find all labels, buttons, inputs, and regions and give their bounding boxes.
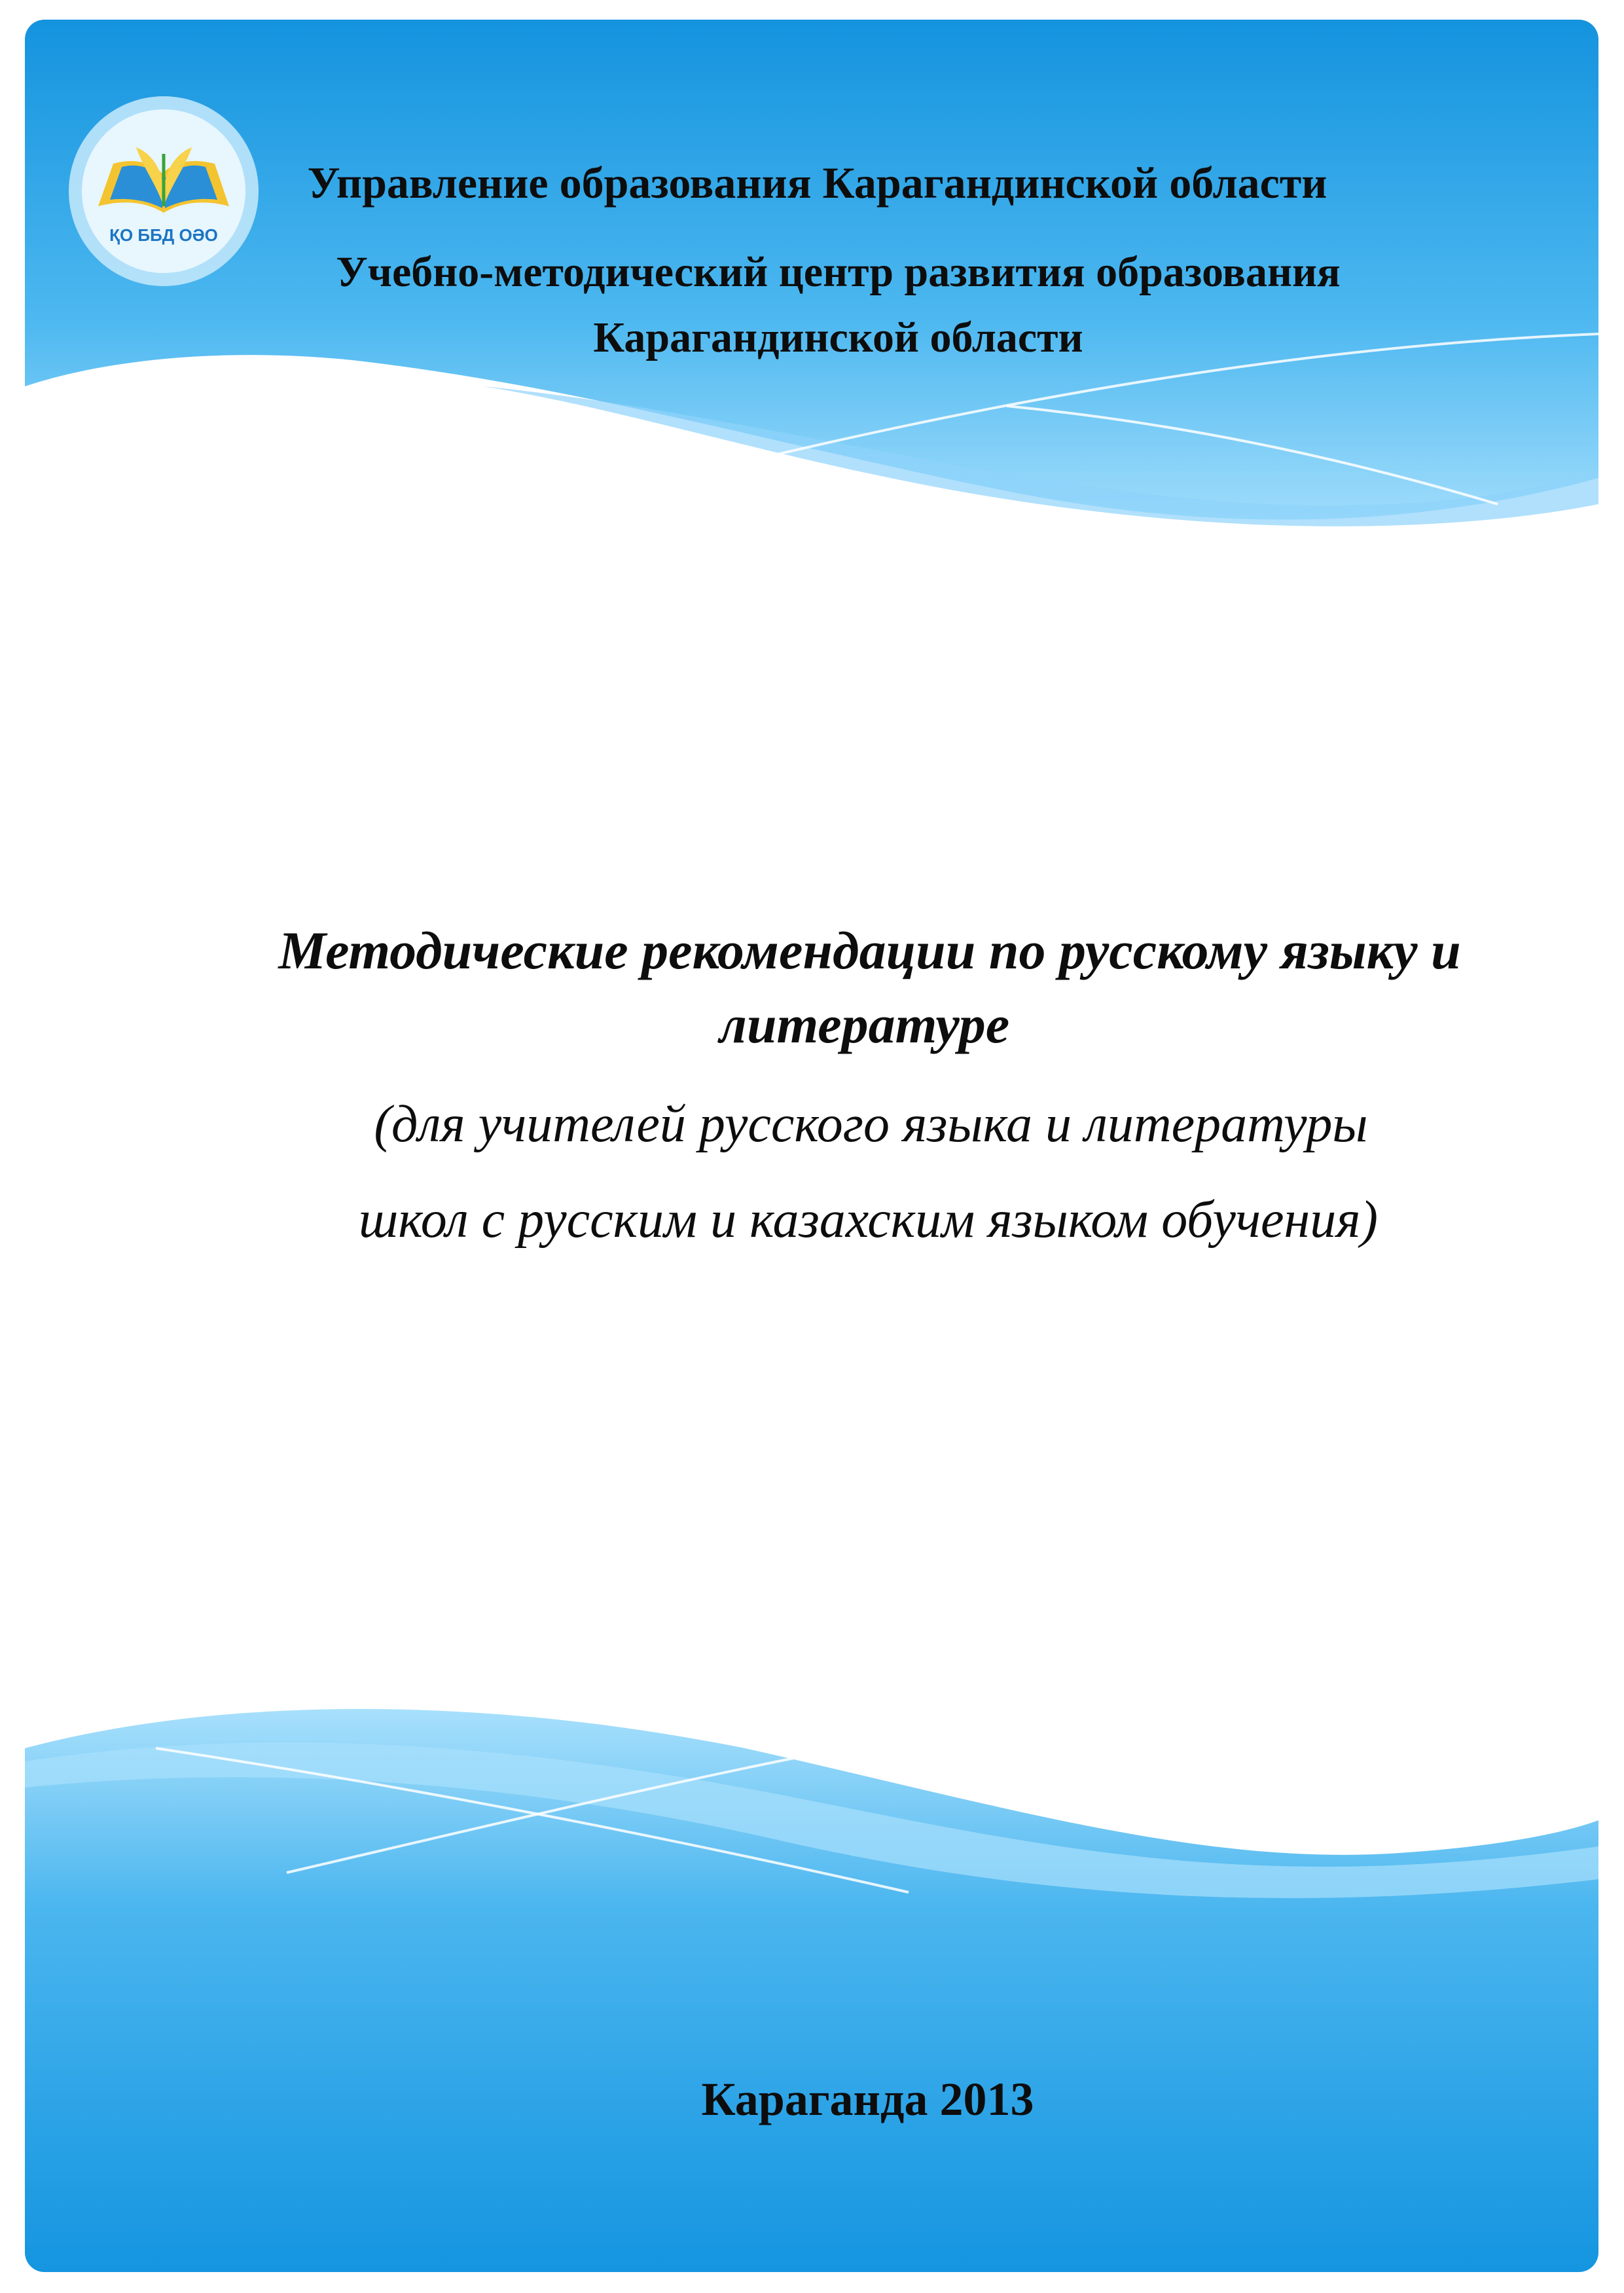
svg-text:ҚО ББД ОӘО: ҚО ББД ОӘО	[109, 225, 218, 245]
header-organization: Управление образования Карагандинской области	[307, 158, 1327, 208]
document-subtitle-line1: (для учителей русского языка и литературы	[374, 1095, 1368, 1153]
header-center-line1: Учебно-методический центр развития образования	[336, 248, 1341, 296]
bottom-wave	[25, 1709, 1598, 2272]
document-title-line1: Методические рекомендации по русскому языку и	[278, 921, 1461, 980]
document-title-line2: литературе	[719, 995, 1010, 1054]
document-subtitle-line2: школ с русским и казахским языком обучения)	[358, 1191, 1379, 1249]
footer-city-year: Караганда 2013	[701, 2073, 1034, 2125]
header-center-line2: Карагандинской области	[593, 314, 1083, 361]
